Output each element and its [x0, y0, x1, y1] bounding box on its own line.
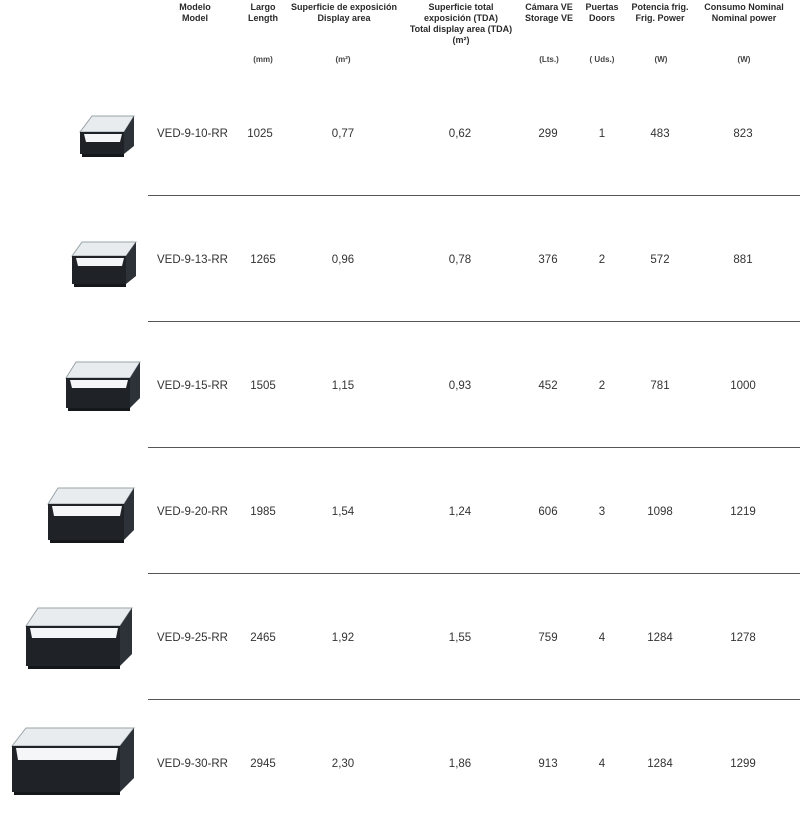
table-row — [0, 70, 800, 196]
table-row — [0, 196, 800, 322]
length-cell: 2465 — [250, 632, 276, 644]
length-cell: 1265 — [250, 254, 276, 266]
header-doors: Puertas Doors — [585, 2, 619, 23]
header-nominal-power: Consumo Nominal Nominal power — [704, 2, 784, 23]
header-frig-power: Potencia frig. Frig. Power — [631, 2, 689, 23]
nominal-power-cell: 1219 — [730, 506, 756, 518]
storage-cell: 299 — [538, 128, 558, 140]
length-cell: 1985 — [250, 506, 276, 518]
doors-cell: 4 — [598, 632, 606, 644]
model-name: VED-9-10-RR — [157, 128, 228, 140]
storage-cell: 913 — [538, 758, 558, 770]
model-name: VED-9-25-RR — [157, 632, 228, 644]
length-cell: 2945 — [250, 758, 276, 770]
storage-cell: 759 — [538, 632, 558, 644]
header-length: Largo Length — [248, 2, 278, 23]
doors-cell: 1 — [598, 128, 606, 140]
nominal-power-cell: 1299 — [730, 758, 756, 770]
display-area-cell: 0,96 — [331, 254, 355, 266]
storage-cell: 376 — [538, 254, 558, 266]
table-row — [0, 700, 800, 826]
doors-cell: 4 — [598, 758, 606, 770]
doors-cell: 2 — [598, 254, 606, 266]
tda-cell: 0,62 — [448, 128, 472, 140]
unit-doors: ( Uds.) — [589, 55, 615, 64]
refrigerated-display-case-icon — [72, 106, 146, 170]
refrigerated-display-case-icon — [42, 476, 142, 554]
model-name: VED-9-20-RR — [157, 506, 228, 518]
frig-power-cell: 1284 — [647, 758, 673, 770]
model-name: VED-9-30-RR — [157, 758, 228, 770]
header-display-area: Superficie de exposición Display area — [290, 2, 398, 23]
display-area-cell: 0,77 — [331, 128, 355, 140]
table-row — [0, 322, 800, 448]
table-row — [0, 574, 800, 700]
tda-cell: 0,93 — [448, 380, 472, 392]
nominal-power-cell: 1000 — [730, 380, 756, 392]
frig-power-cell: 1098 — [647, 506, 673, 518]
display-area-cell: 1,15 — [331, 380, 355, 392]
frig-power-cell: 1284 — [647, 632, 673, 644]
display-area-cell: 2,30 — [331, 758, 355, 770]
header-model: Modelo Model — [179, 2, 211, 23]
unit-length: (mm) — [253, 55, 273, 64]
length-cell: 1025 — [247, 128, 273, 140]
unit-display-area: (m²) — [335, 55, 351, 64]
tda-cell: 1,86 — [448, 758, 472, 770]
refrigerated-display-case-icon — [66, 232, 146, 298]
storage-cell: 452 — [538, 380, 558, 392]
nominal-power-cell: 881 — [733, 254, 753, 266]
refrigerated-display-case-icon — [20, 596, 140, 680]
nominal-power-cell: 823 — [733, 128, 753, 140]
doors-cell: 3 — [598, 506, 606, 518]
doors-cell: 2 — [598, 380, 606, 392]
length-cell: 1505 — [250, 380, 276, 392]
header-storage: Cámara VE Storage VE — [524, 2, 573, 23]
unit-frig-power: (W) — [654, 55, 668, 64]
display-area-cell: 1,92 — [331, 632, 355, 644]
frig-power-cell: 483 — [650, 128, 670, 140]
frig-power-cell: 572 — [650, 254, 670, 266]
nominal-power-cell: 1278 — [730, 632, 756, 644]
refrigerated-display-case-icon — [60, 352, 150, 422]
tda-cell: 0,78 — [448, 254, 472, 266]
unit-storage: (Lts.) — [539, 55, 559, 64]
header-total-display-area: Superficie total exposición (TDA) Total display area (TDA) (m²) — [409, 2, 513, 45]
storage-cell: 606 — [538, 506, 558, 518]
model-name: VED-9-15-RR — [157, 380, 228, 392]
tda-cell: 1,24 — [448, 506, 472, 518]
table-row — [0, 448, 800, 574]
tda-cell: 1,55 — [448, 632, 472, 644]
frig-power-cell: 781 — [650, 380, 670, 392]
display-area-cell: 1,54 — [331, 506, 355, 518]
model-name: VED-9-13-RR — [157, 254, 228, 266]
refrigerated-display-case-icon — [8, 716, 142, 800]
unit-nominal-power: (W) — [737, 55, 751, 64]
